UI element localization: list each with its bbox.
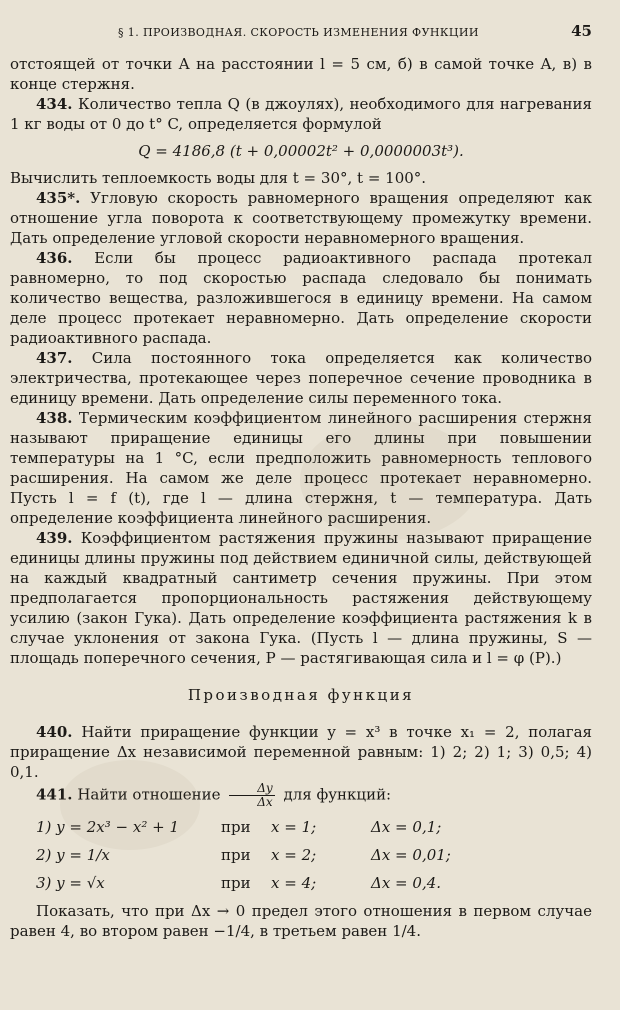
problem-text: Сила постоянного тока определяется как количество электричества, протекающее через поперечное сечение проводника в единицу времени. Дать определение силы переменного тока. — [10, 349, 592, 407]
case-x: x = 2; — [271, 846, 317, 864]
continuation-text: отстоящей от точки A на расстоянии l = 5 см, б) в самой точке A, в) в конце стержня. — [10, 55, 592, 93]
problem-434 — [10, 94, 592, 134]
case-x: x = 4; — [271, 874, 317, 892]
running-title: § 1. ПРОИЗВОДНАЯ. СКОРОСТЬ ИЗМЕНЕНИЯ ФУНКЦИИ — [118, 26, 479, 39]
problem-number: 435*. — [36, 189, 81, 207]
ratio-fraction — [229, 782, 274, 809]
problem-441-conclusion: Показать, что при Δx → 0 предел этого отношения в первом случае равен 4, во втором равен −1/4, в третьем равен 1/4. — [10, 902, 592, 940]
problem-lead: Найти отношение — [77, 785, 221, 804]
problem-437 — [10, 348, 592, 408]
problem-text: Найти приращение функции y = x³ в точке x₁ = 2, полагая приращение Δx независимой переменной равным: 1) 2; 2) 1; 3) 0,5; 4) 0,1. — [10, 723, 592, 781]
problem-439 — [10, 528, 592, 668]
problem-435 — [10, 188, 592, 248]
case-row — [36, 869, 506, 897]
problem-text: Если бы процесс радиоактивного распада протекал равномерно, то под скоростью распада следовало бы понимать количество вещества, разложившегося в единицу времени. На самом деле процесс протекает неравномерно. Дать определение скорости радиоактивного распада. — [10, 249, 592, 347]
case-function: 3) y = √x — [36, 874, 105, 892]
case-dx: Δx = 0,01; — [371, 846, 451, 864]
fraction-numerator: Δy — [229, 782, 274, 796]
paper-stain — [60, 760, 200, 850]
problem-text: Угловую скорость равномерного вращения определяют как отношение угла поворота к соответствующему промежутку времени. Дать определение угловой скорости неравномерного вращения. — [10, 189, 592, 247]
case-function: 2) y = 1/x — [36, 846, 110, 864]
section-heading: Производная функция — [187, 686, 415, 704]
problem-number: 439. — [36, 529, 73, 547]
problem-436 — [10, 248, 592, 348]
fraction-denominator: Δx — [257, 795, 273, 809]
problem-number: 434. — [36, 95, 73, 113]
problem-trail: для функций: — [283, 785, 392, 804]
case-dx: Δx = 0,1; — [371, 818, 442, 836]
case-x: x = 1; — [271, 818, 317, 836]
paper-stain — [300, 420, 480, 540]
problem-number: 440. — [36, 723, 73, 741]
problem-number: 438. — [36, 409, 73, 427]
case-at: при — [221, 846, 251, 864]
heat-formula: Q = 4186,8 (t + 0,00002t² + 0,0000003t³). — [138, 142, 464, 160]
running-header — [10, 22, 592, 46]
case-dx: Δx = 0,4. — [371, 874, 442, 892]
problem-434-task: Вычислить теплоемкость воды для t = 30°, t = 100°. — [10, 169, 427, 187]
problem-text: Количество тепла Q (в джоулях), необходимого для нагревания 1 кг воды от 0 до t° C, определяется формулой — [10, 95, 593, 133]
problem-number: 436. — [36, 249, 73, 267]
case-function: 1) y = 2x³ − x² + 1 — [36, 818, 179, 836]
page-number: 45 — [571, 22, 592, 40]
problem-number: 441. — [36, 785, 73, 804]
problem-text: Термическим коэффициентом линейного расширения стержня называют приращение единицы его длины при повышении температуры на 1 °C, если предположить равномерность теплового расширения. На самом же деле процесс протекает неравномерно. Пусть l = f (t), где l — длина стержня, t — температура. Дать определение коэффициента линейного расширения. — [10, 409, 592, 527]
case-at: при — [221, 818, 251, 836]
problem-number: 437. — [36, 349, 73, 367]
problem-text: Коэффициентом растяжения пружины называют приращение единицы длины пружины под действием единичной силы, действующей на каждый квадратный сантиметр сечения пружины. При этом предполагается пропорциональность растяжения действующему усилию (закон Гука). Дать определение коэффициента растяжения k в случае уклонения от закона Гука. (Пусть l — длина пружины, S — площадь поперечного сечения, P — растягивающая сила и l = φ (P).) — [10, 529, 592, 667]
case-at: при — [221, 874, 251, 892]
